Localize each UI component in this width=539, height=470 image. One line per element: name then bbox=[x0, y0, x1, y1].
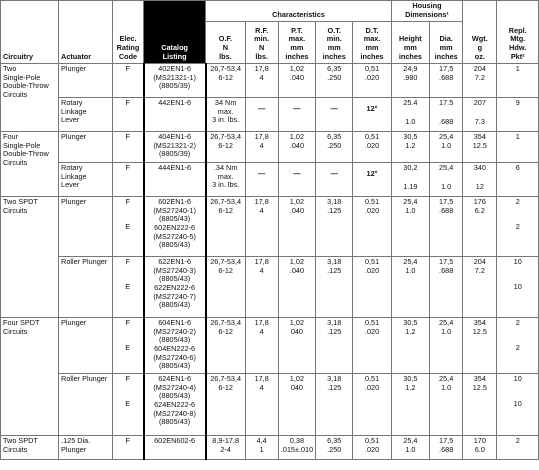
catalog-cell: 602EN602-6 bbox=[144, 436, 206, 460]
circuitry-cell: Four SPDT Circuits bbox=[1, 318, 59, 436]
header-elec-rating-code: Elec. Rating Code bbox=[112, 1, 143, 64]
catalog-cell: 444EN1-6 bbox=[144, 163, 206, 197]
of-cell: 8,9-17,8 2-4 bbox=[206, 436, 245, 460]
catalog-cell: 404EN1-6 (MS21321-2) (8805/39) bbox=[144, 132, 206, 163]
table-row bbox=[1, 98, 539, 132]
ot-cell: 3,18 .125 bbox=[316, 374, 353, 436]
dia-cell: 25,4 1.0 bbox=[430, 132, 463, 163]
weight-cell: 354 12.5 bbox=[463, 374, 497, 436]
weight-cell: 354 12.5 bbox=[463, 132, 497, 163]
table-row bbox=[1, 197, 539, 257]
weight-cell: 354 12.5 bbox=[463, 318, 497, 374]
header-dt: D.T. max. mm inches bbox=[353, 22, 391, 64]
pt-cell: 1,02 040 bbox=[278, 374, 315, 436]
pt-cell: — bbox=[278, 98, 315, 132]
repl-cell: 10 10 bbox=[497, 374, 539, 436]
circuitry-cell: Two Single-Pole Double-Throw Circuits bbox=[1, 64, 59, 132]
height-cell: 25,4 1.0 bbox=[391, 197, 429, 257]
pt-cell: 0,38 .015±.010 bbox=[278, 436, 315, 460]
table-row bbox=[1, 132, 539, 163]
dia-cell: 17,5 .688 bbox=[430, 64, 463, 98]
header-housing-dimensions: Housing Dimensions¹ bbox=[391, 1, 463, 22]
header-rf: R.F. min. N lbs. bbox=[245, 22, 278, 64]
rf-cell: 17,8 4 bbox=[245, 132, 278, 163]
ot-cell: 6,35 .250 bbox=[316, 436, 353, 460]
weight-cell: 204 7.2 bbox=[463, 64, 497, 98]
of-cell: 26,7-53,4 6-12 bbox=[206, 257, 245, 318]
dia-cell: 17,5 .688 bbox=[430, 257, 463, 318]
pt-cell: 1,02 .040 bbox=[278, 132, 315, 163]
dt-cell: 0,51 .020 bbox=[353, 257, 391, 318]
catalog-cell: 604EN1-6 (MS27240-2) (8805/43) 604EN222-6 (MS27240-6) (8805/43) bbox=[144, 318, 206, 374]
dt-cell: 0,51 .020 bbox=[353, 132, 391, 163]
height-cell: 30,5 1.2 bbox=[391, 132, 429, 163]
rating-code-cell: F bbox=[112, 132, 143, 163]
header-pt: P.T. max. mm inches bbox=[278, 22, 315, 64]
rating-code-cell: F E bbox=[112, 197, 143, 257]
ot-cell: 3,18 .125 bbox=[316, 257, 353, 318]
of-cell: 26,7-53,4 6-12 bbox=[206, 132, 245, 163]
rating-code-cell: F E bbox=[112, 374, 143, 436]
dia-cell: 17,5 .688 bbox=[430, 197, 463, 257]
height-cell: 25,4 1.0 bbox=[391, 257, 429, 318]
header-circuitry: Circuitry bbox=[1, 1, 59, 64]
height-cell: 25.4 1.0 bbox=[391, 98, 429, 132]
rating-code-cell: F bbox=[112, 98, 143, 132]
header-repl-mtg-hdw: Repl. Mtg. Hdw. Pkt² bbox=[497, 1, 539, 64]
header-height: Height mm inches bbox=[391, 22, 429, 64]
repl-cell: 10 10 bbox=[497, 257, 539, 318]
header-actuator: Actuator bbox=[59, 1, 113, 64]
repl-cell: 9 bbox=[497, 98, 539, 132]
rf-cell: 17,8 4 bbox=[245, 197, 278, 257]
height-cell: 24,9 .980 bbox=[391, 64, 429, 98]
dt-cell: 0,51 .020 bbox=[353, 318, 391, 374]
dt-cell: 0,51 .020 bbox=[353, 64, 391, 98]
circuitry-cell: Two SPDT Circuits bbox=[1, 436, 59, 460]
actuator-cell: Rotary Linkage Lever bbox=[59, 163, 113, 197]
actuator-cell: Plunger bbox=[59, 132, 113, 163]
actuator-cell: Plunger bbox=[59, 318, 113, 374]
actuator-cell: Plunger bbox=[59, 64, 113, 98]
weight-cell: 176 6.2 bbox=[463, 197, 497, 257]
height-cell: 30,5 1.2 bbox=[391, 318, 429, 374]
height-cell: 30,5 1.2 bbox=[391, 374, 429, 436]
dt-cell: 12° bbox=[353, 163, 391, 197]
of-cell: 26,7-53,4 6-12 bbox=[206, 197, 245, 257]
dia-cell: 25,4 1.0 bbox=[430, 318, 463, 374]
ot-cell: 3,18 .125 bbox=[316, 197, 353, 257]
header-catalog-listing: Catalog Listing bbox=[144, 1, 206, 64]
of-cell: 26,7-53,4 6-12 bbox=[206, 64, 245, 98]
rating-code-cell: F bbox=[112, 64, 143, 98]
dt-cell: 12° bbox=[353, 98, 391, 132]
ot-cell: 6,35 .250 bbox=[316, 64, 353, 98]
rating-code-cell: F bbox=[112, 163, 143, 197]
dia-cell: 25,4 1.0 bbox=[430, 374, 463, 436]
header-dia: Dia. mm inches bbox=[430, 22, 463, 64]
rf-cell: 17,8 4 bbox=[245, 64, 278, 98]
pt-cell: — bbox=[278, 163, 315, 197]
circuitry-cell: Two SPDT Circuits bbox=[1, 197, 59, 318]
catalog-cell: 602EN1-6 (MS27240-1) (8805/43) 602EN222-6 (MS27240-5) (8805/43) bbox=[144, 197, 206, 257]
rf-cell: — bbox=[245, 163, 278, 197]
dt-cell: 0,51 .020 bbox=[353, 436, 391, 460]
actuator-cell: Plunger bbox=[59, 197, 113, 257]
table-row bbox=[1, 374, 539, 436]
rf-cell: — bbox=[245, 98, 278, 132]
header-ot: O.T. min. mm inches bbox=[316, 22, 353, 64]
rating-code-cell: F E bbox=[112, 318, 143, 374]
pt-cell: 1,02 040 bbox=[278, 318, 315, 374]
catalog-cell: 624EN1-6 (MS27240-4) (8805/43) 624EN222-6 (MS27240-8) (8805/43) bbox=[144, 374, 206, 436]
ot-cell: 3,18 .125 bbox=[316, 318, 353, 374]
header-characteristics: Characteristics bbox=[206, 1, 392, 22]
height-cell: 30,2 1.19 bbox=[391, 163, 429, 197]
rating-code-cell: F bbox=[112, 436, 143, 460]
repl-cell: 2 2 bbox=[497, 318, 539, 374]
actuator-cell: Roller Plunger bbox=[59, 374, 113, 436]
of-cell: 26,7-53,4 6-12 bbox=[206, 318, 245, 374]
table-row bbox=[1, 436, 539, 460]
actuator-cell: Roller Plunger bbox=[59, 257, 113, 318]
weight-cell: 207 7.3 bbox=[463, 98, 497, 132]
dt-cell: 0,51 .020 bbox=[353, 374, 391, 436]
weight-cell: 340 12 bbox=[463, 163, 497, 197]
catalog-cell: 442EN1-6 bbox=[144, 98, 206, 132]
catalog-cell: 402EN1-6 (MS21321-1) (8805/39) bbox=[144, 64, 206, 98]
rating-code-cell: F E bbox=[112, 257, 143, 318]
weight-cell: 204 7.2 bbox=[463, 257, 497, 318]
of-cell: 34 Nm max. 3 in. lbs. bbox=[206, 98, 245, 132]
weight-cell: 170 6.0 bbox=[463, 436, 497, 460]
of-cell: 26,7-53,4 6-12 bbox=[206, 374, 245, 436]
repl-cell: 2 2 bbox=[497, 197, 539, 257]
repl-cell: 6 bbox=[497, 163, 539, 197]
rf-cell: 17,8 4 bbox=[245, 257, 278, 318]
table-row bbox=[1, 257, 539, 318]
pt-cell: 1,02 .040 bbox=[278, 197, 315, 257]
actuator-cell: Rotary Linkage Lever bbox=[59, 98, 113, 132]
ot-cell: — bbox=[316, 98, 353, 132]
table-row bbox=[1, 163, 539, 197]
table-row bbox=[1, 64, 539, 98]
rf-cell: 17,8 4 bbox=[245, 374, 278, 436]
header-of: O.F. N lbs. bbox=[206, 22, 245, 64]
dt-cell: 0,51 .020 bbox=[353, 197, 391, 257]
ot-cell: 6,35 .250 bbox=[316, 132, 353, 163]
actuator-cell: .125 Dia. Plunger bbox=[59, 436, 113, 460]
repl-cell: 2 bbox=[497, 436, 539, 460]
catalog-cell: 622EN1-6 (MS27240-3) (8805/43) 622EN222-6 (MS27240-7) (8805/43) bbox=[144, 257, 206, 318]
pt-cell: 1,02 .040 bbox=[278, 257, 315, 318]
ot-cell: — bbox=[316, 163, 353, 197]
of-cell: .34 Nm max. 3 in. lbs. bbox=[206, 163, 245, 197]
rf-cell: 4,4 1 bbox=[245, 436, 278, 460]
circuitry-cell: Four Single-Pole Double-Throw Circuits bbox=[1, 132, 59, 197]
dia-cell: 17,5 .688 bbox=[430, 436, 463, 460]
header-weight: Wgt. g oz. bbox=[463, 1, 497, 64]
dia-cell: 25,4 1.0 bbox=[430, 163, 463, 197]
repl-cell: 1 bbox=[497, 132, 539, 163]
dia-cell: 17.5 .688 bbox=[430, 98, 463, 132]
repl-cell: 1 bbox=[497, 64, 539, 98]
pt-cell: 1,02 .040 bbox=[278, 64, 315, 98]
height-cell: 25,4 1.0 bbox=[391, 436, 429, 460]
table-row bbox=[1, 318, 539, 374]
rf-cell: 17,8 4 bbox=[245, 318, 278, 374]
